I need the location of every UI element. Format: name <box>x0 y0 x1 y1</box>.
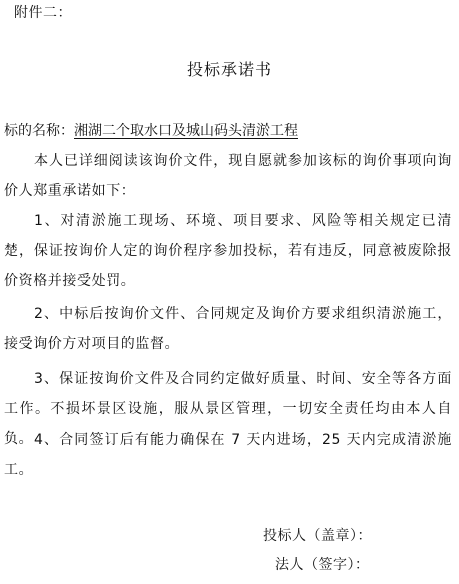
clause-3: 3、保证按询价文件及合同约定做好质量、时间、安全等各方面工作。不损坏景区设施，服从景区管理，一切安全责任均由本人自负。 <box>4 371 452 447</box>
legal-rep-signature-label: 法人（签字）： <box>275 557 370 573</box>
attachment-label: 附件二： <box>14 5 72 21</box>
project-prefix: 标的名称： <box>4 123 74 139</box>
project-line <box>4 122 298 140</box>
clause-4: 4、合同签订后有能力确保在 7 天内进场，25 天内完成清淤施工。 <box>4 432 452 478</box>
clause-2: 2、中标后按询价文件、合同规定及询价方要求组织清淤施工，接受询价方对项目的监督。 <box>4 306 452 352</box>
document-title: 投标承诺书 <box>186 60 272 79</box>
intro-paragraph: 本人已详细阅读该询价文件，现自愿就参加该标的询价事项向询价人郑重承诺如下： <box>4 153 452 199</box>
bidder-signature-label: 投标人（盖章）： <box>263 528 372 544</box>
clause-1: 1、对清淤施工现场、环境、项目要求、风险等相关规定已清楚，保证按询价人定的询价程序参加投标，若有违反，同意被废除报价资格并接受处罚。 <box>4 213 452 289</box>
project-name: 湘湖二个取水口及城山码头清淤工程 <box>74 123 298 139</box>
